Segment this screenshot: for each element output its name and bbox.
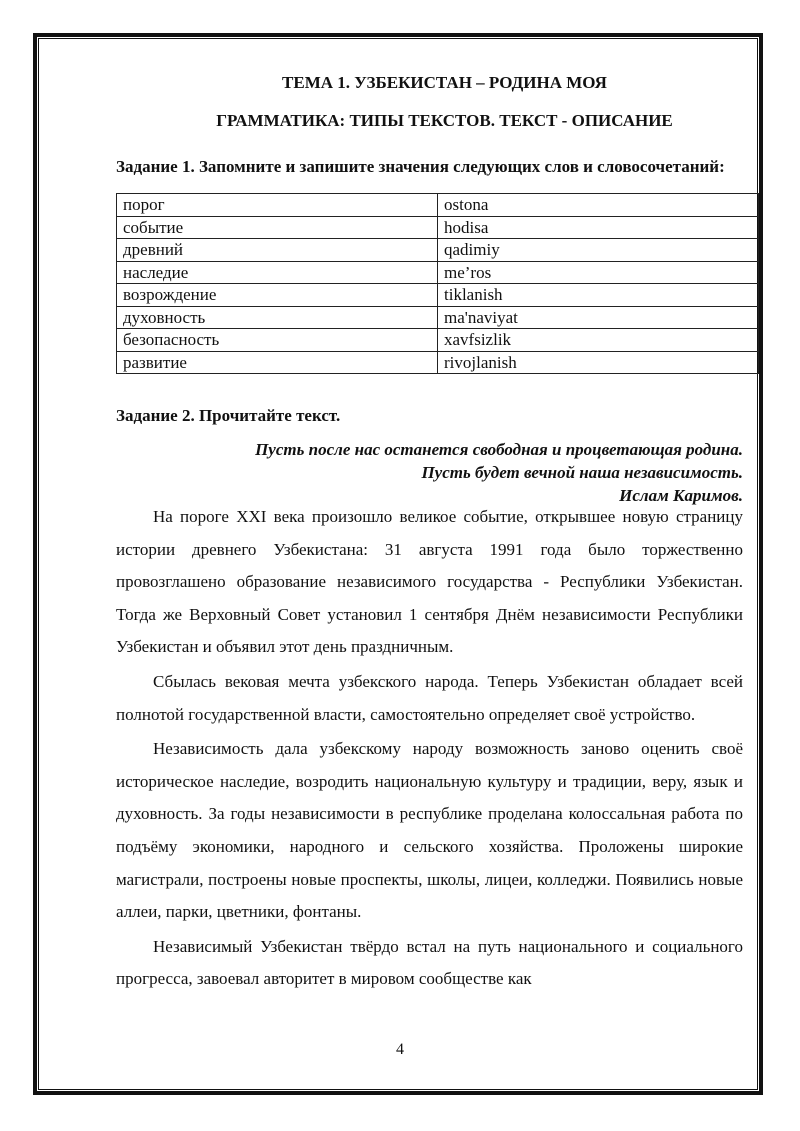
paragraph: На пороге XXI века произошло великое событие, открывшее новую страницу истории древнего Узбекистана: 31 августа 1991 года было торжественно провозглашено образование независимого государства - Республики Узбекистан. Тогда же Верховный Совет установил 1 сентября Днём независимости Республики Узбекистан и объявил этот день праздничным. (116, 507, 743, 657)
vocabulary-table (116, 193, 759, 374)
paragraph: Независимый Узбекистан твёрдо встал на путь национального и социального прогресса, завоевал авторитет в мировом сообществе как (116, 936, 743, 989)
word-uz: me’ros (438, 261, 759, 284)
word-uz: ostona (438, 194, 759, 217)
task-2-heading: Задание 2. Прочитайте текст. (116, 406, 341, 425)
epigraph-author: Ислам Каримов. (619, 486, 743, 505)
word-ru: духовность (117, 306, 438, 329)
word-uz: hodisa (438, 216, 759, 239)
word-uz: ma'naviyat (438, 306, 759, 329)
table-row (117, 329, 759, 352)
table-row (117, 194, 759, 217)
word-ru: развитие (117, 351, 438, 374)
word-ru: наследие (117, 261, 438, 284)
word-uz: qadimiy (438, 239, 759, 262)
table-row (117, 261, 759, 284)
word-uz: rivojlanish (438, 351, 759, 374)
paragraph: Сбылась вековая мечта узбекского народа. Теперь Узбекистан обладает всей полнотой государственной власти, самостоятельно определяет своё устройство. (116, 671, 743, 724)
paragraph: Независимость дала узбекскому народу возможность заново оценить своё историческое наследие, возродить национальную культуру и традиции, веру, язык и духовность. За годы независимости в республике проделана колоссальная работа по подъёму экономики, народного и сельского хозяйства. Проложены широкие магистрали, построены новые проспекты, школы, лицеи, колледжи. Появились новые аллеи, парки, цветники, фонтаны. (116, 739, 743, 922)
word-uz: tiklanish (438, 284, 759, 307)
table-row (117, 284, 759, 307)
word-ru: событие (117, 216, 438, 239)
page-content (116, 72, 743, 996)
word-ru: порог (117, 194, 438, 217)
epigraph (116, 438, 743, 507)
word-uz: xavfsizlik (438, 329, 759, 352)
page-title: ТЕМА 1. УЗБЕКИСТАН – РОДИНА МОЯ (282, 73, 607, 92)
word-ru: безопасность (117, 329, 438, 352)
table-row (117, 306, 759, 329)
table-row (117, 216, 759, 239)
page-number: 4 (396, 1041, 404, 1058)
word-ru: древний (117, 239, 438, 262)
task-1-heading: Задание 1. Запомните и запишите значения следующих слов и словосочетаний: (116, 157, 725, 176)
table-row (117, 239, 759, 262)
epigraph-line-1: Пусть после нас останется свободная и процветающая родина. (255, 440, 743, 459)
table-row (117, 351, 759, 374)
page-subtitle: ГРАММАТИКА: ТИПЫ ТЕКСТОВ. ТЕКСТ - ОПИСАНИЕ (216, 111, 673, 130)
epigraph-line-2: Пусть будет вечной наша независимость. (421, 463, 743, 482)
word-ru: возрождение (117, 284, 438, 307)
